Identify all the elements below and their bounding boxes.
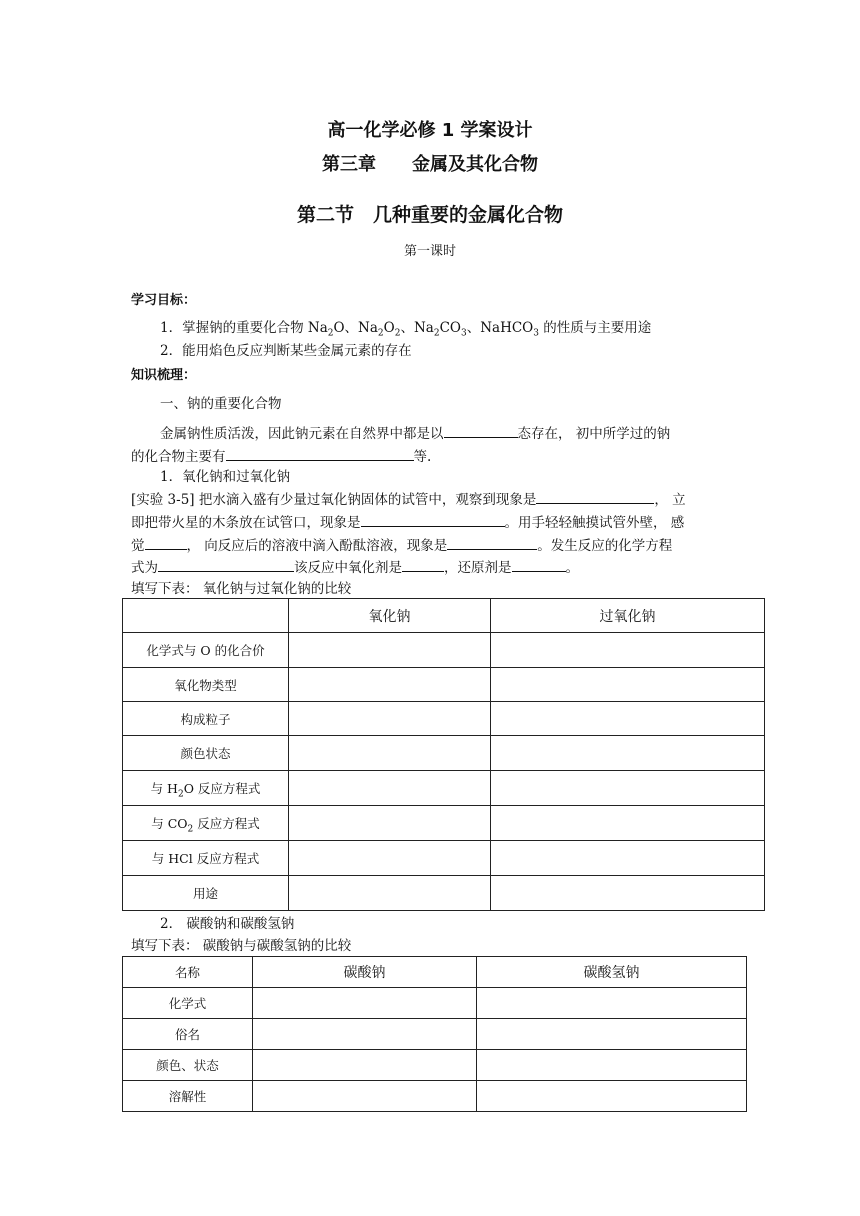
blank-field[interactable] [402, 557, 444, 572]
table1-caption: 填写下表： 氧化钠与过氧化钠的比较 [131, 581, 352, 597]
paragraph-line-1: 金属钠性质活泼，因此钠元素在自然界中都是以 态存在， 初中所学过的钠 [160, 423, 670, 444]
answer-cell[interactable] [253, 1019, 477, 1050]
lesson-label: 第一课时 [403, 244, 456, 259]
table-row [123, 957, 747, 988]
answer-cell[interactable] [289, 841, 491, 876]
table-row [123, 988, 747, 1019]
row-header: 溶解性 [123, 1081, 253, 1112]
subsection-2-heading: 2． 碳酸钠和碳酸氢钠 [160, 916, 295, 932]
table-row [123, 876, 765, 911]
answer-cell[interactable] [477, 1081, 747, 1112]
experiment-line-4: 式为 该反应中氧化剂是 ，还原剂是 。 [131, 557, 579, 578]
answer-cell[interactable] [289, 736, 491, 771]
row-header: 用途 [123, 876, 289, 911]
table-row [123, 1019, 747, 1050]
column-header: 碳酸氢钠 [477, 957, 747, 988]
row-header: 与 HCl 反应方程式 [123, 841, 289, 876]
answer-cell[interactable] [289, 633, 491, 668]
experiment-line-1: [实验 3-5] 把水滴入盛有少量过氧化钠固体的试管中，观察到现象是 ， 立 [131, 489, 686, 510]
blank-field[interactable] [226, 446, 414, 461]
sodium-oxide-comparison-table [122, 598, 765, 911]
answer-cell[interactable] [491, 736, 765, 771]
row-header: 与 $H_2O$ 反应方程式 [123, 771, 289, 806]
objectives-heading: 学习目标： [131, 293, 197, 308]
row-header: 构成粒子 [123, 702, 289, 736]
answer-cell[interactable] [289, 806, 491, 841]
row-header: 与 $CO_2$ 反应方程式 [123, 806, 289, 841]
table-row [123, 1081, 747, 1112]
answer-cell[interactable] [491, 668, 765, 702]
answer-cell[interactable] [253, 1081, 477, 1112]
table-row [123, 736, 765, 771]
row-header: 化学式 [123, 988, 253, 1019]
answer-cell[interactable] [253, 988, 477, 1019]
column-header: 过氧化钠 [491, 599, 765, 633]
sodium-carbonate-comparison-table [122, 956, 747, 1112]
blank-field[interactable] [361, 512, 505, 527]
answer-cell[interactable] [477, 1019, 747, 1050]
document-title: 高一化学必修 1 学案设计 [327, 120, 533, 141]
knowledge-heading: 知识梳理： [131, 368, 197, 383]
column-header: 氧化钠 [289, 599, 491, 633]
answer-cell[interactable] [477, 988, 747, 1019]
row-header: 俗名 [123, 1019, 253, 1050]
answer-cell[interactable] [289, 668, 491, 702]
table-row [123, 841, 765, 876]
table-cell [123, 599, 289, 633]
blank-field[interactable] [158, 557, 294, 572]
answer-cell[interactable] [253, 1050, 477, 1081]
answer-cell[interactable] [477, 1050, 747, 1081]
paragraph-line-2: 的化合物主要有 等. [131, 446, 431, 467]
answer-cell[interactable] [289, 702, 491, 736]
table-row [123, 633, 765, 668]
blank-field[interactable] [512, 557, 566, 572]
answer-cell[interactable] [289, 876, 491, 911]
answer-cell[interactable] [491, 771, 765, 806]
column-header: 碳酸钠 [253, 957, 477, 988]
subsection-1-heading: 1．氧化钠和过氧化钠 [160, 469, 291, 485]
row-header: 氧化物类型 [123, 668, 289, 702]
blank-field[interactable] [145, 535, 187, 550]
answer-cell[interactable] [491, 876, 765, 911]
blank-field[interactable] [444, 423, 518, 438]
chapter-title: 第三章 金属及其化合物 [322, 154, 538, 175]
row-header: 颜色状态 [123, 736, 289, 771]
blank-field[interactable] [447, 535, 537, 550]
table-row [123, 806, 765, 841]
answer-cell[interactable] [491, 806, 765, 841]
blank-field[interactable] [536, 489, 654, 504]
column-header: 名称 [123, 957, 253, 988]
answer-cell[interactable] [491, 633, 765, 668]
answer-cell[interactable] [289, 771, 491, 806]
section-title: 第二节 几种重要的金属化合物 [296, 204, 563, 226]
table-row [123, 599, 765, 633]
row-header: 化学式与 O 的化合价 [123, 633, 289, 668]
answer-cell[interactable] [491, 841, 765, 876]
row-header: 颜色、状态 [123, 1050, 253, 1081]
part1-heading: 一、钠的重要化合物 [160, 396, 282, 412]
answer-cell[interactable] [491, 702, 765, 736]
table-row [123, 771, 765, 806]
table-row [123, 702, 765, 736]
experiment-line-2: 即把带火星的木条放在试管口，现象是 。用手轻轻触摸试管外壁， 感 [131, 512, 684, 533]
experiment-line-3: 觉 ， 向反应后的溶液中滴入酚酞溶液，现象是 。发生反应的化学方程 [131, 535, 672, 556]
objective-item-2: 2．能用焰色反应判断某些金属元素的存在 [160, 343, 412, 359]
table-row [123, 668, 765, 702]
table-row [123, 1050, 747, 1081]
table2-caption: 填写下表： 碳酸钠与碳酸氢钠的比较 [131, 938, 352, 954]
objective-item-1: 1．掌握钠的重要化合物 $Na_2O$、$Na_2O_2$、$Na_2CO_3$、NaHCO$_3$ 的性质与主要用途 [160, 320, 652, 339]
